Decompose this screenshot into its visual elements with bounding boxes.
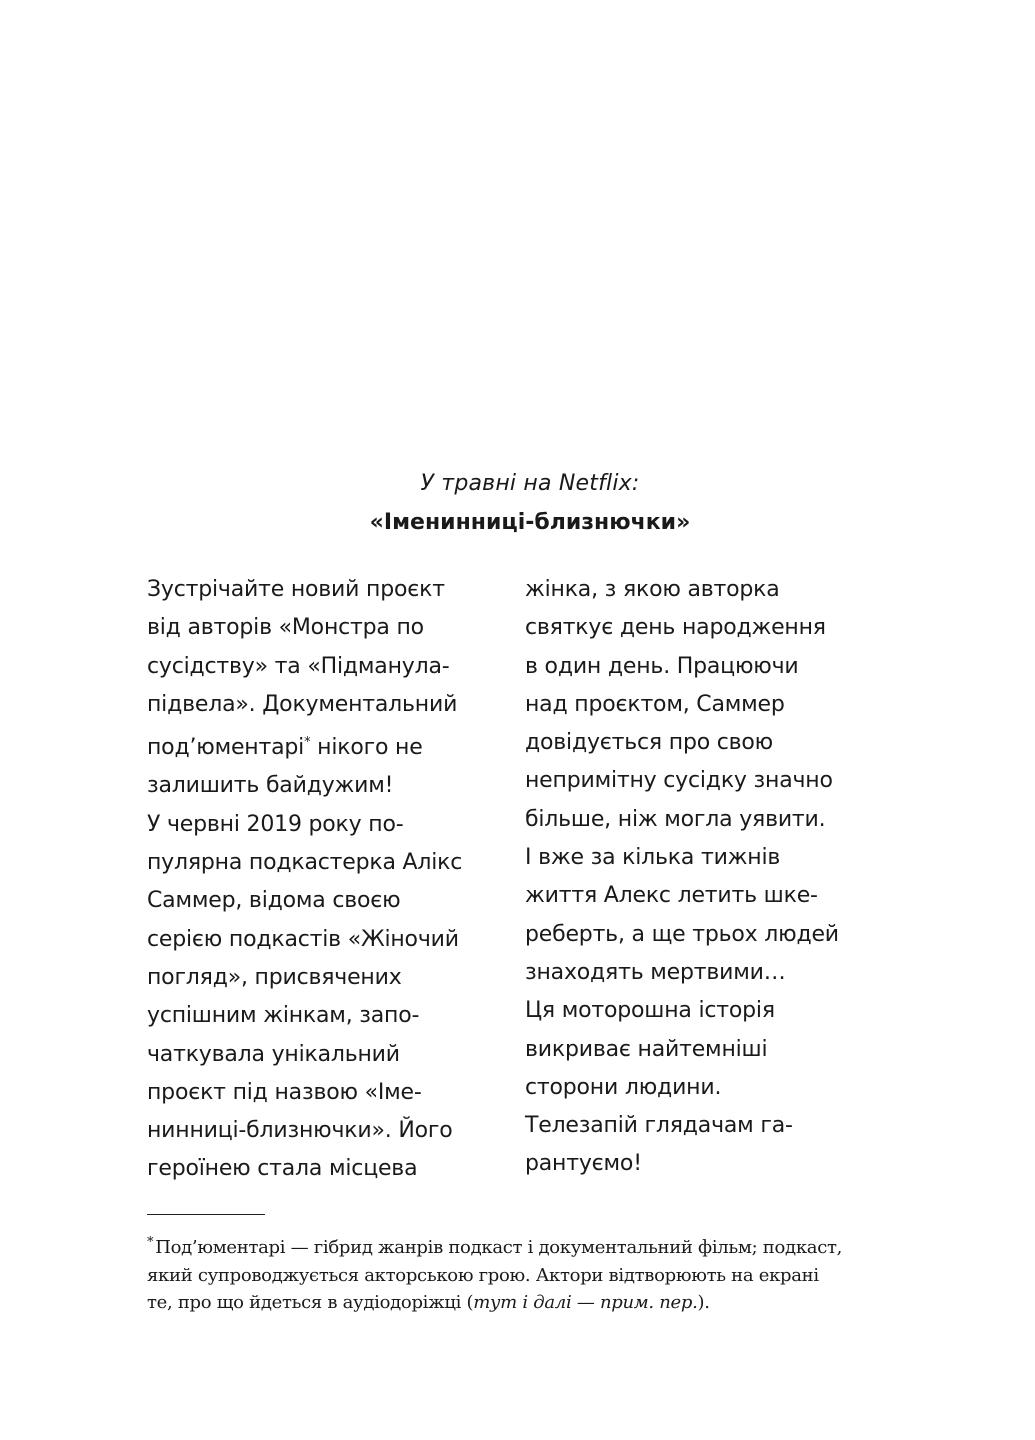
text-line-with-footnote-ref bbox=[147, 724, 462, 767]
text-line: чаткувала унікальний bbox=[147, 1041, 400, 1067]
text-line: погляд», присвячених bbox=[147, 964, 402, 990]
text-line: пулярна подкастерка Алікс bbox=[147, 850, 463, 876]
text-line: більше, ніж могла уявити. bbox=[525, 806, 826, 832]
translator-note: тут і далі — прим. пер. bbox=[473, 1292, 698, 1313]
text-line: викриває найтемніші bbox=[525, 1036, 768, 1062]
text-line: проєкт під назвою «Іме- bbox=[147, 1079, 422, 1105]
heading-title: «Іменинниці-близнючки» bbox=[369, 510, 691, 535]
text-line: залишить байдужим! bbox=[147, 773, 394, 799]
footnote-text: ). bbox=[697, 1292, 710, 1313]
right-text-column bbox=[525, 571, 839, 1184]
text-line: нинниці-близнючки». Його bbox=[147, 1118, 453, 1144]
text-line: над проєктом, Саммер bbox=[525, 691, 785, 717]
footnote-text: те, про що йдеться в аудіодоріжці ( bbox=[147, 1292, 474, 1313]
footnote-line bbox=[147, 1289, 887, 1317]
text-line: серією подкастів «Жіночий bbox=[147, 926, 459, 952]
text-line: від авторів «Монстра по bbox=[147, 615, 424, 641]
text-line: Телезапій глядачам га- bbox=[525, 1113, 793, 1139]
footnote-divider bbox=[147, 1214, 265, 1215]
text-fragment: под’юментарі bbox=[147, 735, 305, 761]
text-line: святкує день народження bbox=[525, 615, 826, 641]
text-line: підвела». Документальний bbox=[147, 691, 458, 717]
text-line: сторони людини. bbox=[525, 1074, 722, 1100]
footnote-line: який супроводжується акторською грою. Актори відтворюють на екрані bbox=[147, 1264, 819, 1286]
left-text-column bbox=[147, 571, 462, 1189]
footnote-text: Под’юментарі — гібрид жанрів подкаст і документальний фільм; подкаст, bbox=[155, 1237, 843, 1258]
text-line: жінка, з якою авторка bbox=[525, 577, 780, 602]
text-line: рантуємо! bbox=[525, 1151, 642, 1177]
footnote-mark: * bbox=[147, 1235, 154, 1250]
text-line: І вже за кілька тижнів bbox=[525, 845, 781, 871]
text-line: Зустрічайте новий проєкт bbox=[147, 577, 445, 602]
text-line: Саммер, відома своєю bbox=[147, 888, 401, 914]
text-line: героїнею стала місцева bbox=[147, 1156, 418, 1182]
text-line: довідується про свою bbox=[525, 730, 774, 756]
text-line: знаходять мертвими… bbox=[525, 959, 786, 985]
text-line: У червні 2019 року по- bbox=[147, 811, 404, 837]
text-line: сусідству» та «Підманула- bbox=[147, 653, 450, 679]
text-fragment: нікого не bbox=[310, 735, 423, 761]
footnote bbox=[147, 1229, 887, 1317]
text-line: в один день. Працюючи bbox=[525, 653, 799, 679]
text-line: успішним жінкам, запо- bbox=[147, 1003, 420, 1029]
text-line: непримітну сусідку значно bbox=[525, 768, 833, 794]
heading-subtitle: У травні на Netflix: bbox=[420, 471, 640, 496]
footnote-line bbox=[147, 1229, 887, 1262]
text-line: життя Алекс летить шке- bbox=[525, 883, 818, 909]
announcement-heading bbox=[0, 464, 1035, 542]
footnote-reference: * bbox=[304, 735, 311, 751]
text-line: Ця моторошна історія bbox=[525, 998, 775, 1024]
text-line: реберть, а ще трьох людей bbox=[525, 921, 839, 947]
